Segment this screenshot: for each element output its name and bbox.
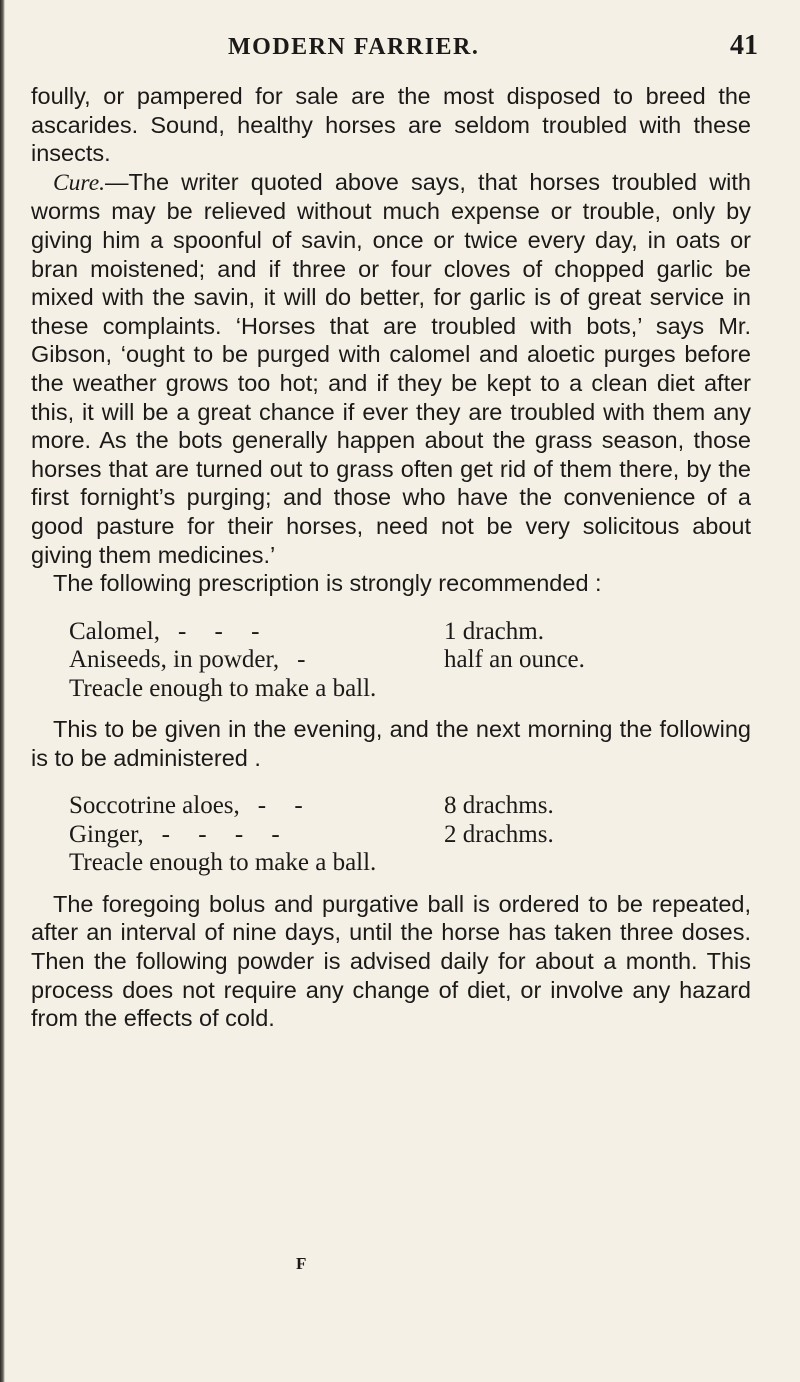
ingredient-name: Aniseeds, in powder, bbox=[69, 646, 280, 674]
prescription-note: Treacle enough to make a ball. bbox=[69, 849, 377, 877]
cure-text: —The writer quoted above says, that horses troubled with worms may be relieved without much expense or trouble, only by giving him a spoonful of savin, once or twice every day, in oats or bran moistened; and if three or four cloves of chopped garlic be mixed with the savin, it will do better, for garlic is of great service in these complaints. ‘Horses that are troubled with bots,’ says Mr. Gibson, ‘ought to be purged with calomel and aloetic purges before the weather grows too hot; and if they be kept to a clean diet after this, it will be a great chance if ever they are troubled with them any more. As the bots generally happen about the grass season, those horses that are turned out to grass often get rid of them there, by the first fornight’s purging; and those who have the convenience of a good pasture for their horses, need not be very solicitous about giving them medicines.’ bbox=[31, 168, 751, 568]
prescription-ingredient bbox=[69, 646, 751, 675]
leader-dashes: - - - bbox=[177, 617, 260, 645]
ingredient-amount: 8 drachms. bbox=[444, 792, 554, 820]
paragraph-repetition: The foregoing bolus and purgative ball is ordered to be repeated, after an interval of nine days, until the horse has taken three doses. Then the following powder is advised daily for about a month. This process does not require any change of diet, or involve any hazard from the effects of cold. bbox=[31, 890, 751, 1032]
paragraph-continued: foully, or pampered for sale are the most disposed to breed the ascarides. Sound, healthy horses are seldom troubled with these insects. bbox=[31, 83, 751, 167]
page-binding-edge bbox=[0, 0, 5, 1382]
ingredient-name: Calomel, bbox=[69, 617, 160, 645]
body-text bbox=[31, 82, 751, 1033]
cure-lead-in: Cure. bbox=[53, 169, 106, 196]
prescription-ball bbox=[69, 618, 751, 704]
prescription-ingredient bbox=[69, 618, 751, 647]
ingredient-amount: half an ounce. bbox=[444, 646, 585, 674]
signature-mark: F bbox=[296, 1254, 307, 1273]
ingredient-amount: 1 drachm. bbox=[444, 617, 544, 645]
leader-dashes: - - bbox=[257, 792, 303, 820]
ingredient-amount: 2 drachms. bbox=[444, 820, 554, 848]
prescription-purgative-ball bbox=[69, 792, 751, 878]
leader-dashes: - - - - bbox=[161, 820, 280, 848]
paragraph-administration: This to be given in the evening, and the next morning the following is to be administered . bbox=[31, 716, 751, 771]
running-head bbox=[30, 28, 770, 68]
page-number: 41 bbox=[730, 30, 758, 61]
leader-dashes: - bbox=[297, 646, 306, 674]
paragraph-cure bbox=[31, 168, 751, 569]
prescription-ingredient bbox=[69, 821, 751, 850]
ingredient-name: Ginger, bbox=[69, 820, 144, 848]
ingredient-name: Soccotrine aloes, bbox=[69, 792, 240, 820]
running-head-title: MODERN FARRIER. bbox=[228, 34, 480, 60]
paragraph-prescription-intro: The following prescription is strongly recommended : bbox=[53, 570, 602, 597]
prescription-ingredient bbox=[69, 792, 751, 821]
prescription-note: Treacle enough to make a ball. bbox=[69, 674, 377, 702]
